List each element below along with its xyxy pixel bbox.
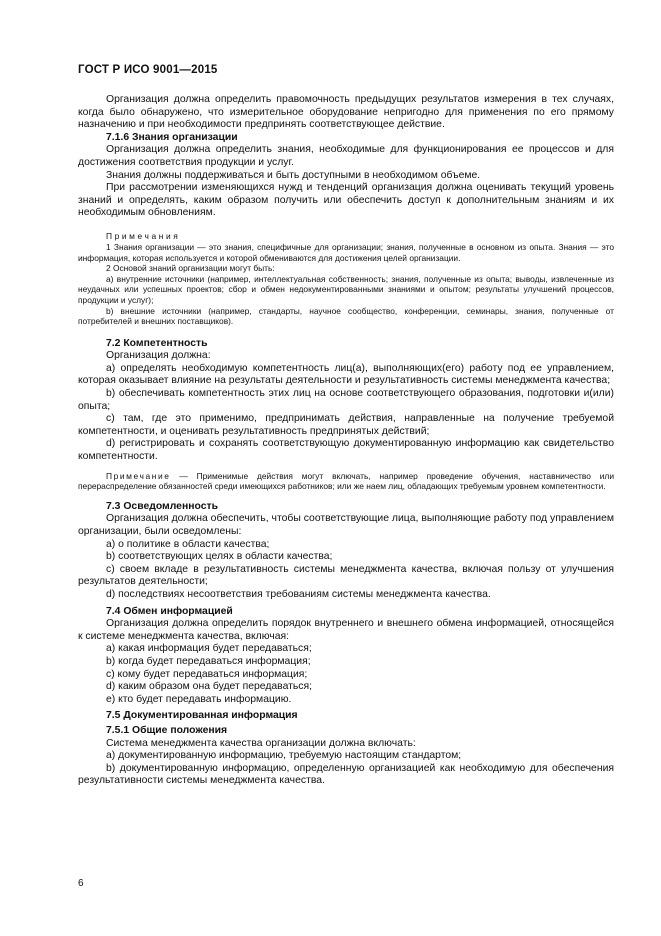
- list-item: b) соответствующих целях в области качества;: [106, 551, 333, 563]
- list-item: а) определять необходимую компетентность лиц(а), выполняющих(его) работу под ее управлением, которая оказывает влияние на результаты деятельности и результативность системы менеджмента качества;: [78, 362, 614, 387]
- section-heading-7-3: 7.3 Осведомленность: [106, 500, 218, 512]
- document-header: ГОСТ Р ИСО 9001—2015: [78, 64, 218, 76]
- list-item: b) обеспечивать компетентность этих лиц на основе соответствующего образования, подготовки и(или) опыта;: [78, 388, 614, 412]
- paragraph: Организация должна определить порядок внутреннего и внешнего обмена информацией, относящейся к системе менеджмента качества, включая:: [78, 618, 614, 642]
- note-item: 2 Основой знаний организации могут быть:: [106, 263, 275, 274]
- paragraph: Организация должна определить знания, необходимые для функционирования ее процессов и для достижения соответствия продукции и услуг.: [78, 144, 614, 168]
- note-text: — Применимые действия могут включать, например проведение обучения, наставничество или перераспределение обязанностей среди имеющихся работников; или же наем лиц, обладающих требуемым уровнем компетентности.: [78, 470, 614, 492]
- list-item: с) кому будет передаваться информация;: [106, 668, 308, 680]
- paragraph: Система менеджмента качества организации должна включать:: [106, 737, 416, 749]
- list-item: d) каким образом она будет передаваться;: [106, 681, 312, 693]
- paragraph: При рассмотрении изменяющихся нужд и тенденций организация должна оценивать текущий уровень знаний и определять, каким образом получить или обеспечить доступ к дополнительным знаниям и их необходимым обновлениям.: [78, 182, 614, 219]
- notes-title: Примечания: [106, 230, 181, 241]
- paragraph: Организация должна:: [106, 350, 211, 362]
- section-heading-7-5: 7.5 Документированная информация: [106, 710, 298, 722]
- list-item: b) когда будет передаваться информация;: [106, 655, 311, 667]
- note-item: 1 Знания организации — это знания, специфичные для организации; знания, полученные в основном из опыта. Знания — это информация, которая используется и которой обмениваются для достижения целей организации.: [78, 241, 614, 263]
- list-item: с) своем вкладе в результативность системы менеджмента качества, включая пользу от улучшения результатов деятельности;: [78, 563, 614, 588]
- list-item: d) регистрировать и сохранять соответствующую документированную информацию как свидетельство компетентности.: [78, 438, 614, 463]
- document-body: [78, 94, 614, 788]
- paragraph: Организация должна обеспечить, чтобы соответствующие лица, выполняющие работу под управлением организации, были осведомлены:: [78, 513, 614, 537]
- list-item: а) документированную информацию, требуемую настоящим стандартом;: [106, 750, 462, 762]
- section-heading-7-1-6: 7.1.6 Знания организации: [106, 131, 238, 143]
- paragraph: Организация должна определить правомочность предыдущих результатов измерения в тех случаях, когда было обнаружено, что измерительное оборудование непригодно для применения по его прямому назначению и при необходимости предпринять соответствующее действие.: [78, 94, 614, 131]
- list-item: с) там, где это применимо, предпринимать действия, направленные на получение требуемой компетентности, и оценивать результативность предпринятых действий;: [78, 413, 614, 437]
- section-heading-7-4: 7.4 Обмен информацией: [106, 605, 233, 617]
- list-item: а) какая информация будет передаваться;: [106, 643, 312, 655]
- note-item: b) внешние источники (например, стандарты, научное сообщество, конференции, семинары, знания, полученные от потребителей и внешних поставщиков).: [78, 305, 614, 327]
- section-heading-7-2: 7.2 Компетентность: [106, 337, 208, 349]
- page-number: 6: [78, 878, 84, 889]
- note-label: Примечание: [106, 470, 171, 481]
- list-item: b) документированную информацию, определенную организацией как необходимую для обеспечения результативности системы менеджмента качества.: [78, 762, 614, 787]
- paragraph: Знания должны поддерживаться и быть доступными в необходимом объеме.: [106, 169, 481, 181]
- list-item: d) последствиях несоответствия требованиям системы менеджмента качества.: [106, 588, 491, 600]
- list-item: а) о политике в области качества;: [106, 538, 270, 550]
- note: [78, 471, 614, 492]
- note-item: а) внутренние источники (например, интеллектуальная собственность; знания, полученные из опыта; выводы, извлеченные из неудачных или успешных проектов; сбор и обмен недокументированными знаниями и опытом; результаты улучшений процессов, продукции и услуг);: [78, 273, 614, 305]
- section-heading-7-5-1: 7.5.1 Общие положения: [106, 724, 228, 736]
- list-item: е) кто будет передавать информацию.: [106, 693, 292, 705]
